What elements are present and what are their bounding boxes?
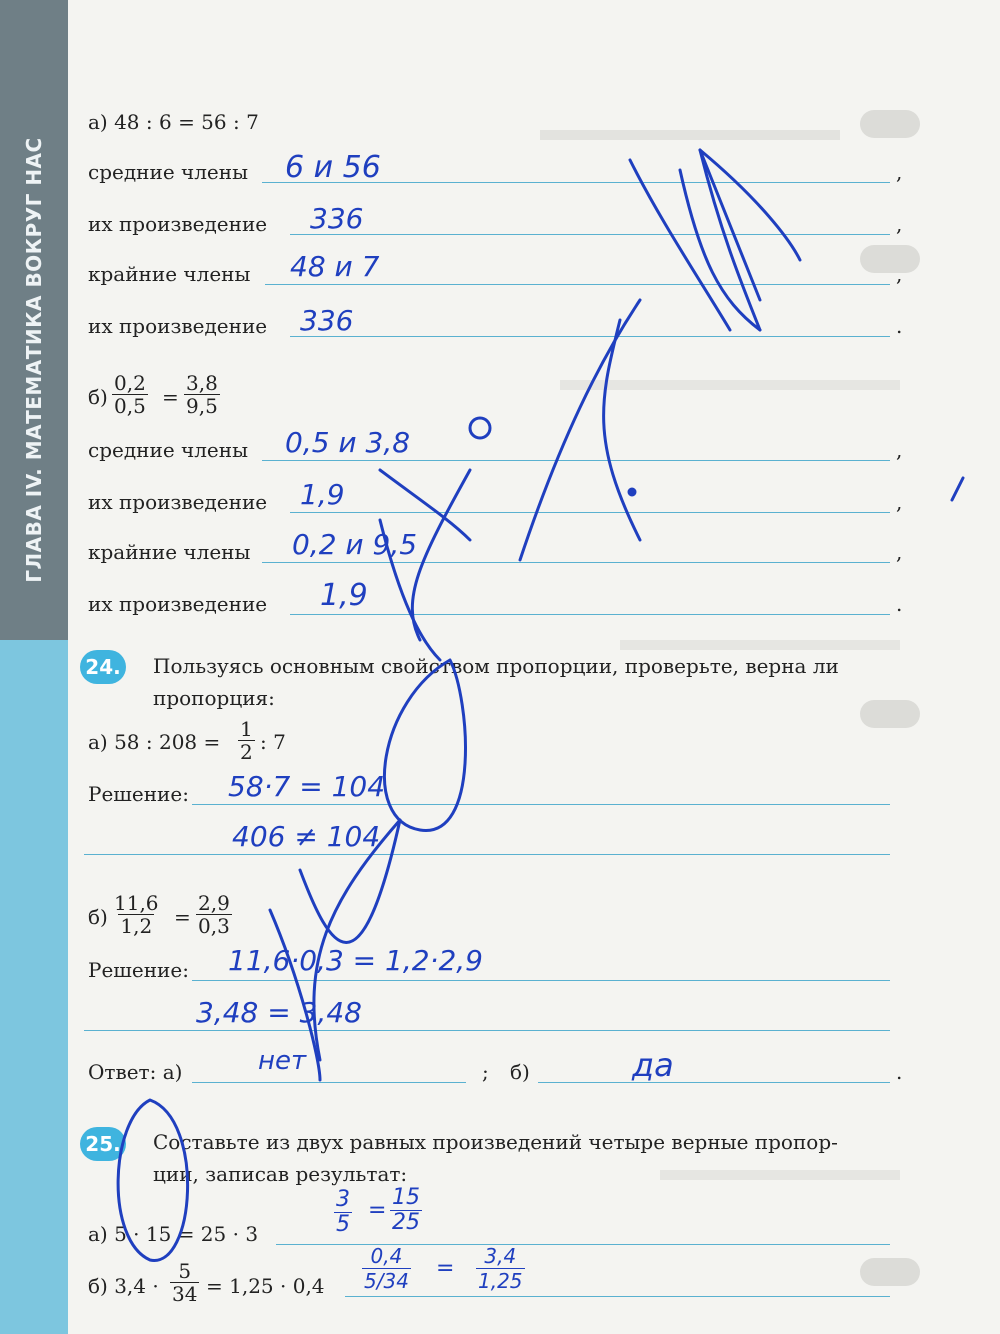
handwritten-work: 3,48 = 3,48: [196, 996, 362, 1029]
task24-a-suffix: : 7: [260, 730, 286, 754]
row-end: ,: [896, 438, 903, 462]
handwritten-work: 11,6·0,3 = 1,2·2,9: [228, 944, 483, 977]
handwritten-answer: 336: [300, 304, 354, 337]
task24-a-prefix: а) 58 : 208 =: [88, 730, 221, 754]
handwritten-work: 58·7 = 104: [228, 770, 386, 803]
answer-line: [192, 804, 890, 805]
handwritten-answer: 6 и 56: [285, 150, 381, 185]
denominator: 1,25: [478, 1269, 523, 1293]
row-end: ,: [896, 160, 903, 184]
handwritten-answer: 1,9: [320, 578, 368, 613]
task25-b-suffix: = 1,25 · 0,4: [206, 1274, 325, 1298]
handwritten-equals: =: [436, 1256, 455, 1281]
numerator: 11,6: [114, 891, 159, 915]
answer-line: [290, 512, 890, 513]
row-label: их произведение: [88, 212, 268, 236]
handwritten-fraction: [476, 1244, 525, 1293]
equals-sign: =: [174, 905, 191, 929]
handwritten-answer: 336: [310, 202, 364, 235]
handwritten-fraction: [362, 1244, 411, 1293]
denominator: 9,5: [186, 394, 218, 418]
answer-line: [345, 1296, 890, 1297]
row-end: ,: [896, 212, 903, 236]
answer-line: [290, 336, 890, 337]
row-end: .: [896, 592, 903, 616]
answer-line: [262, 562, 890, 563]
numerator: 3,4: [484, 1244, 517, 1268]
row-label: их произведение: [88, 490, 268, 514]
fraction: [184, 372, 220, 417]
part-a-proportion: а) 48 : 6 = 56 : 7: [88, 110, 259, 134]
task25-a-text: а) 5 · 15 = 25 · 3: [88, 1222, 259, 1246]
answer-line: [84, 854, 890, 855]
row-label: крайние члены: [88, 540, 251, 564]
numerator: 0,4: [370, 1244, 403, 1268]
answer-line: [538, 1082, 890, 1083]
denominator: 34: [172, 1282, 198, 1306]
denominator: 2: [240, 740, 253, 764]
handwritten-fraction: [390, 1186, 422, 1235]
task24-b-prefix: б): [88, 905, 108, 929]
chapter-spine-lower: [0, 640, 68, 1334]
task-number-badge: 25.: [80, 1127, 126, 1161]
handwritten-work: 406 ≠ 104: [232, 820, 381, 853]
numerator: 15: [392, 1185, 420, 1210]
task25-b-prefix: б) 3,4 ·: [88, 1274, 159, 1298]
row-end: .: [896, 314, 903, 338]
handwritten-fraction: [334, 1188, 352, 1237]
row-label: их произведение: [88, 314, 268, 338]
row-end: .: [896, 1060, 903, 1084]
denominator: 1,2: [120, 914, 153, 938]
fraction: [112, 372, 148, 417]
row-end: ,: [896, 262, 903, 286]
fraction: [170, 1260, 199, 1305]
task-number-badge: 24.: [80, 650, 126, 684]
row-label: средние члены: [88, 438, 249, 462]
numerator: 3,8: [186, 371, 218, 395]
part-b-prefix: б): [88, 385, 108, 409]
denominator: 5: [336, 1212, 350, 1237]
denominator: 0,5: [114, 394, 146, 418]
task-text: пропорция:: [153, 686, 275, 710]
row-end: ,: [896, 490, 903, 514]
fraction: [112, 892, 161, 937]
answer-b-label: б): [510, 1060, 530, 1084]
answer-line: [290, 234, 890, 235]
denominator: 0,3: [198, 914, 230, 938]
separator: ;: [482, 1060, 489, 1084]
row-end: ,: [896, 540, 903, 564]
handwritten-answer: нет: [258, 1046, 307, 1076]
handwritten-answer: 0,5 и 3,8: [285, 426, 411, 459]
answer-line: [290, 614, 890, 615]
answer-line: [192, 1082, 466, 1083]
handwritten-answer: да: [632, 1046, 674, 1084]
answer-line: [265, 284, 890, 285]
handwritten-answer: 0,2 и 9,5: [292, 528, 418, 561]
numerator: 5: [178, 1259, 192, 1283]
task-text: Составьте из двух равных произведений четыре верные пропор-: [153, 1130, 838, 1154]
numerator: 1: [240, 717, 253, 741]
fraction: [196, 892, 232, 937]
task-text: Пользуясь основным свойством пропорции, проверьте, верна ли: [153, 654, 839, 678]
equals-sign: =: [162, 385, 179, 409]
numerator: 2,9: [198, 891, 230, 915]
denominator: 5/34: [364, 1269, 409, 1293]
numerator: 0,2: [114, 371, 146, 395]
row-label: их произведение: [88, 592, 268, 616]
answer-line: [262, 460, 890, 461]
handwritten-answer: 48 и 7: [290, 250, 380, 283]
answer-label: Ответ: а): [88, 1060, 183, 1084]
chapter-title: ГЛАВА IV. МАТЕМАТИКА ВОКРУГ НАС: [22, 137, 46, 583]
task-text: ции, записав результат:: [153, 1162, 408, 1186]
fraction: [238, 718, 255, 763]
answer-line: [192, 980, 890, 981]
row-label: средние члены: [88, 160, 249, 184]
solution-label: Решение:: [88, 958, 189, 982]
numerator: 3: [336, 1187, 350, 1212]
handwritten-equals: =: [368, 1198, 387, 1223]
answer-line: [84, 1030, 890, 1031]
denominator: 25: [392, 1210, 420, 1235]
row-label: крайние члены: [88, 262, 251, 286]
solution-label: Решение:: [88, 782, 189, 806]
handwritten-answer: 1,9: [300, 478, 345, 511]
